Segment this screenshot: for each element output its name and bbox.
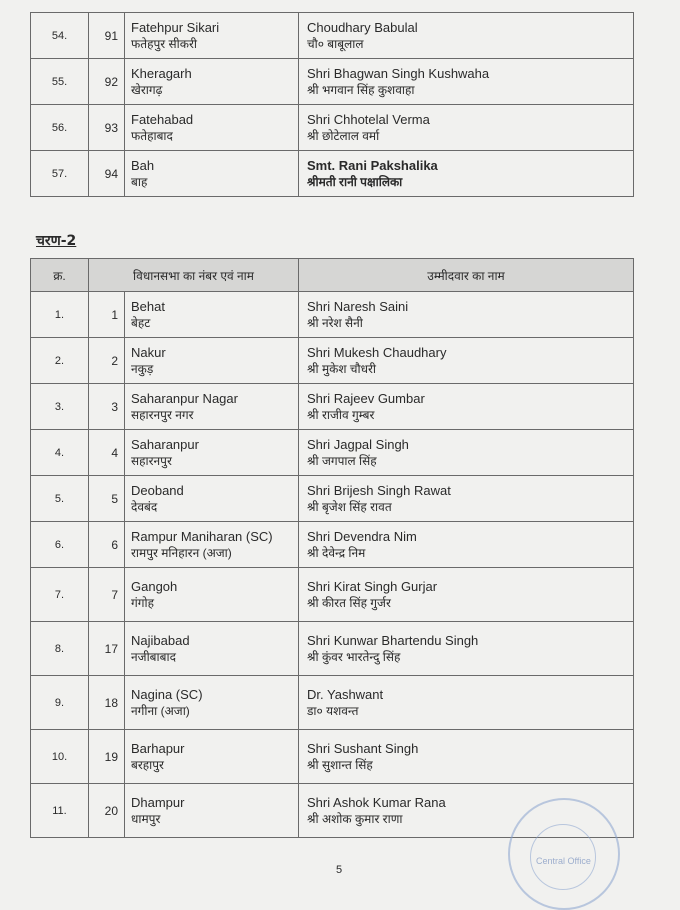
constituency-no: 94 bbox=[89, 151, 125, 197]
serial-no: 11. bbox=[31, 784, 89, 838]
candidate-name: Shri Chhotelal Verma श्री छोटेलाल वर्मा bbox=[299, 105, 634, 151]
serial-no: 56. bbox=[31, 105, 89, 151]
constituency-no: 6 bbox=[89, 522, 125, 568]
constituency-no: 7 bbox=[89, 568, 125, 622]
constituency-name: Barhapur बरहापुर bbox=[125, 730, 299, 784]
serial-no: 5. bbox=[31, 476, 89, 522]
table-row bbox=[31, 105, 634, 151]
constituency-name: Najibabad नजीबाबाद bbox=[125, 622, 299, 676]
constituency-no: 20 bbox=[89, 784, 125, 838]
candidate-name: Shri Naresh Saini श्री नरेश सैनी bbox=[299, 292, 634, 338]
constituency-no: 19 bbox=[89, 730, 125, 784]
candidate-name: Shri Sushant Singh श्री सुशान्त सिंह bbox=[299, 730, 634, 784]
serial-no: 3. bbox=[31, 384, 89, 430]
constituency-no: 93 bbox=[89, 105, 125, 151]
serial-no: 7. bbox=[31, 568, 89, 622]
table-row bbox=[31, 151, 634, 197]
header-constituency: विधानसभा का नंबर एवं नाम bbox=[89, 259, 299, 292]
constituency-name: Saharanpur Nagar सहारनपुर नगर bbox=[125, 384, 299, 430]
table-row bbox=[31, 338, 634, 384]
serial-no: 8. bbox=[31, 622, 89, 676]
constituency-no: 1 bbox=[89, 292, 125, 338]
stamp-text: Central Office bbox=[536, 856, 591, 866]
constituency-name: Nagina (SC) नगीना (अजा) bbox=[125, 676, 299, 730]
constituency-name: Bah बाह bbox=[125, 151, 299, 197]
page-number: 5 bbox=[336, 864, 343, 876]
table-row bbox=[31, 13, 634, 59]
table-row bbox=[31, 59, 634, 105]
constituency-no: 18 bbox=[89, 676, 125, 730]
serial-no: 6. bbox=[31, 522, 89, 568]
table-row bbox=[31, 676, 634, 730]
phase2-table bbox=[30, 258, 634, 838]
constituency-no: 17 bbox=[89, 622, 125, 676]
candidate-name: Shri Brijesh Singh Rawat श्री बृजेश सिंह रावत bbox=[299, 476, 634, 522]
candidate-name: Smt. Rani Pakshalika श्रीमती रानी पक्षालिका bbox=[299, 151, 634, 197]
serial-no: 4. bbox=[31, 430, 89, 476]
constituency-no: 92 bbox=[89, 59, 125, 105]
table-row bbox=[31, 384, 634, 430]
candidate-name: Shri Kunwar Bhartendu Singh श्री कुंवर भारतेन्दु सिंह bbox=[299, 622, 634, 676]
candidate-name: Shri Ashok Kumar Rana श्री अशोक कुमार राणा bbox=[299, 784, 634, 838]
constituency-name: Saharanpur सहारनपुर bbox=[125, 430, 299, 476]
constituency-name: Rampur Maniharan (SC) रामपुर मनिहारन (अजा) bbox=[125, 522, 299, 568]
candidate-name: Shri Bhagwan Singh Kushwaha श्री भगवान सिंह कुशवाहा bbox=[299, 59, 634, 105]
candidate-name: Shri Devendra Nim श्री देवेन्द्र निम bbox=[299, 522, 634, 568]
table-row bbox=[31, 292, 634, 338]
table-row bbox=[31, 568, 634, 622]
constituency-name: Fatehpur Sikari फतेहपुर सीकरी bbox=[125, 13, 299, 59]
constituency-name: Nakur नकुड़ bbox=[125, 338, 299, 384]
constituency-name: Dhampur धामपुर bbox=[125, 784, 299, 838]
table-row bbox=[31, 476, 634, 522]
serial-no: 10. bbox=[31, 730, 89, 784]
candidate-name: Shri Mukesh Chaudhary श्री मुकेश चौधरी bbox=[299, 338, 634, 384]
table-header-row bbox=[31, 259, 634, 292]
table-row bbox=[31, 622, 634, 676]
constituency-no: 3 bbox=[89, 384, 125, 430]
serial-no: 1. bbox=[31, 292, 89, 338]
constituency-no: 5 bbox=[89, 476, 125, 522]
constituency-no: 2 bbox=[89, 338, 125, 384]
serial-no: 54. bbox=[31, 13, 89, 59]
serial-no: 57. bbox=[31, 151, 89, 197]
office-stamp bbox=[508, 798, 620, 910]
table-row bbox=[31, 430, 634, 476]
constituency-name: Deoband देवबंद bbox=[125, 476, 299, 522]
header-candidate: उम्मीदवार का नाम bbox=[299, 259, 634, 292]
serial-no: 9. bbox=[31, 676, 89, 730]
constituency-name: Fatehabad फतेहाबाद bbox=[125, 105, 299, 151]
table-row bbox=[31, 730, 634, 784]
phase1-table bbox=[30, 12, 634, 197]
constituency-name: Kheragarh खेरागढ़ bbox=[125, 59, 299, 105]
phase2-heading: चरण-2 bbox=[36, 233, 77, 249]
candidate-name: Shri Jagpal Singh श्री जगपाल सिंह bbox=[299, 430, 634, 476]
table-row bbox=[31, 522, 634, 568]
candidate-name: Shri Rajeev Gumbar श्री राजीव गुम्बर bbox=[299, 384, 634, 430]
candidate-name: Dr. Yashwant डा० यशवन्त bbox=[299, 676, 634, 730]
constituency-no: 4 bbox=[89, 430, 125, 476]
candidate-name: Choudhary Babulal चौ० बाबूलाल bbox=[299, 13, 634, 59]
constituency-name: Behat बेहट bbox=[125, 292, 299, 338]
serial-no: 2. bbox=[31, 338, 89, 384]
constituency-no: 91 bbox=[89, 13, 125, 59]
constituency-name: Gangoh गंगोह bbox=[125, 568, 299, 622]
serial-no: 55. bbox=[31, 59, 89, 105]
header-serial: क्र. bbox=[31, 259, 89, 292]
candidate-name: Shri Kirat Singh Gurjar श्री कीरत सिंह गुर्जर bbox=[299, 568, 634, 622]
